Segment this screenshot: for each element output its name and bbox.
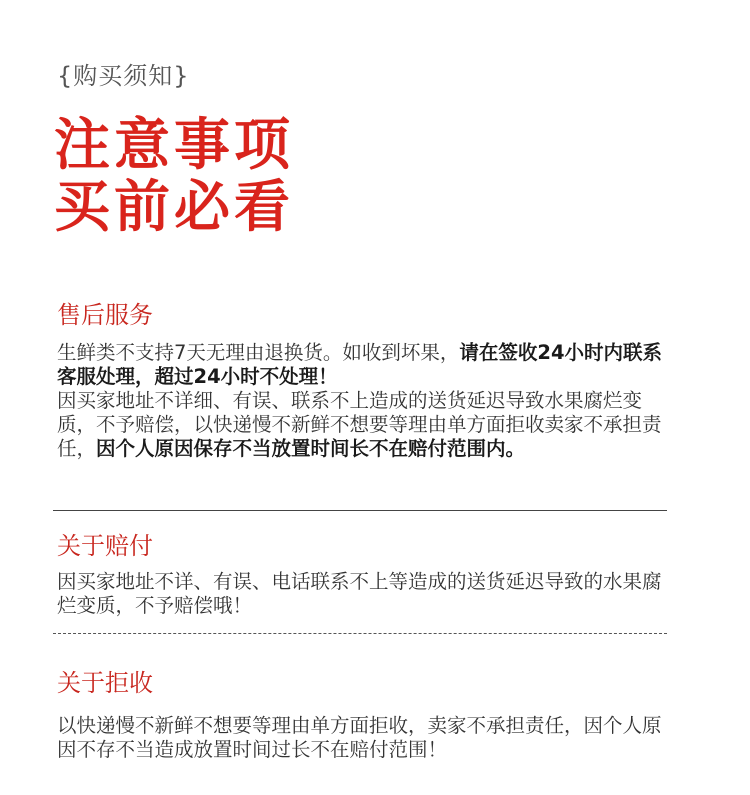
after-sales-text [57,341,669,461]
rejection-text: 以快递慢不新鲜不想要等理由单方面拒收，卖家不承担责任，因个人原因不存不当造成放置时间过长不在赔付范围！ [57,714,662,761]
headline-notice: 注意事项 [54,113,294,178]
headline-must-read: 买前必看 [54,175,294,240]
after-sales-p1-bold: 请在签收24小时内联系客服处理，超过24小时不处理！ [57,341,663,388]
section-divider-solid [53,510,667,511]
rejection-title: 关于拒收 [57,669,153,697]
after-sales-p2-bold: 因个人原因保存不当放置时间长不在赔付范围内。 [96,437,526,460]
section-divider-dashed [53,633,667,634]
after-sales-title: 售后服务 [57,301,153,329]
after-sales-p2-normal: 因买家地址不详细、有误、联系不上造成的送货延迟导致水果腐烂变质，不予赔偿，以快递慢不新鲜不想要等理由单方面拒收卖家不承担责任， [57,389,662,460]
purchase-notice-tag: {购买须知} [57,62,190,90]
compensation-title: 关于赔付 [57,532,153,560]
after-sales-p1-normal: 生鲜类不支持7天无理由退换货。如收到坏果， [57,341,460,364]
compensation-text: 因买家地址不详、有误、电话联系不上等造成的送货延迟导致的水果腐烂变质，不予赔偿哦！ [57,570,662,617]
